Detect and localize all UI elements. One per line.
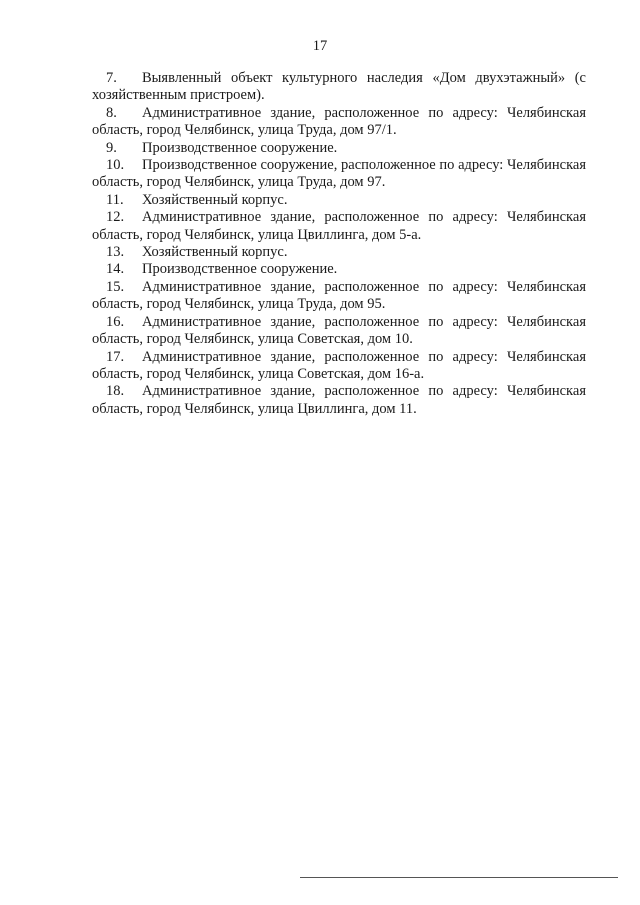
- item-text: Хозяйственный корпус.: [142, 191, 288, 208]
- page-number: 17: [312, 38, 328, 54]
- list-item: [92, 349, 586, 384]
- item-text: Производственное сооружение.: [142, 261, 338, 278]
- list-item: [92, 70, 586, 105]
- list-item: [92, 157, 586, 192]
- list-item: [92, 279, 586, 314]
- item-number: 17.: [106, 348, 125, 365]
- item-number: 15.: [106, 278, 125, 295]
- item-text: Выявленный объект культурного наследия «Дом двухэтажный» (с хозяйственным пристроем).: [92, 70, 586, 104]
- footer-divider: [300, 877, 618, 878]
- item-text: Административное здание, расположенное по адресу: Челябинская область, город Челябинск, улица Цвиллинга, дом 5-а.: [92, 209, 586, 243]
- item-text: Хозяйственный корпус.: [142, 244, 288, 261]
- item-text: Административное здание, расположенное по адресу: Челябинская область, город Челябинск, улица Цвиллинга, дом 11.: [92, 383, 586, 417]
- item-number: 9.: [106, 139, 117, 156]
- item-number: 10.: [106, 157, 125, 174]
- item-number: 12.: [106, 209, 125, 226]
- item-number: 8.: [106, 104, 117, 121]
- item-number: 11.: [106, 191, 124, 208]
- list-item: [92, 244, 586, 261]
- item-number: 18.: [106, 383, 125, 400]
- item-number: 7.: [106, 70, 117, 86]
- item-number: 14.: [106, 261, 125, 278]
- list-item: [92, 383, 586, 418]
- item-text: Производственное сооружение.: [142, 139, 338, 156]
- item-text: Административное здание, расположенное по адресу: Челябинская область, город Челябинск, улица Труда, дом 97/1.: [92, 104, 586, 139]
- list-item: [92, 261, 586, 278]
- item-text: Административное здание, расположенное по адресу: Челябинская область, город Челябинск, улица Советская, дом 16-а.: [92, 348, 586, 382]
- list-item: [92, 192, 586, 209]
- item-text: Производственное сооружение, расположенное по адресу: Челябинская область, город Челябинск, улица Труда, дом 97.: [92, 157, 586, 191]
- list-item: [92, 140, 586, 157]
- item-list: [92, 70, 586, 418]
- item-text: Административное здание, расположенное по адресу: Челябинская область, город Челябинск, улица Труда, дом 95.: [92, 278, 586, 313]
- item-number: 13.: [106, 244, 125, 261]
- item-text: Административное здание, расположенное по адресу: Челябинская область, город Челябинск, улица Советская, дом 10.: [92, 313, 586, 348]
- item-number: 16.: [106, 313, 125, 330]
- list-item: [92, 209, 586, 244]
- list-item: [92, 105, 586, 140]
- list-item: [92, 314, 586, 349]
